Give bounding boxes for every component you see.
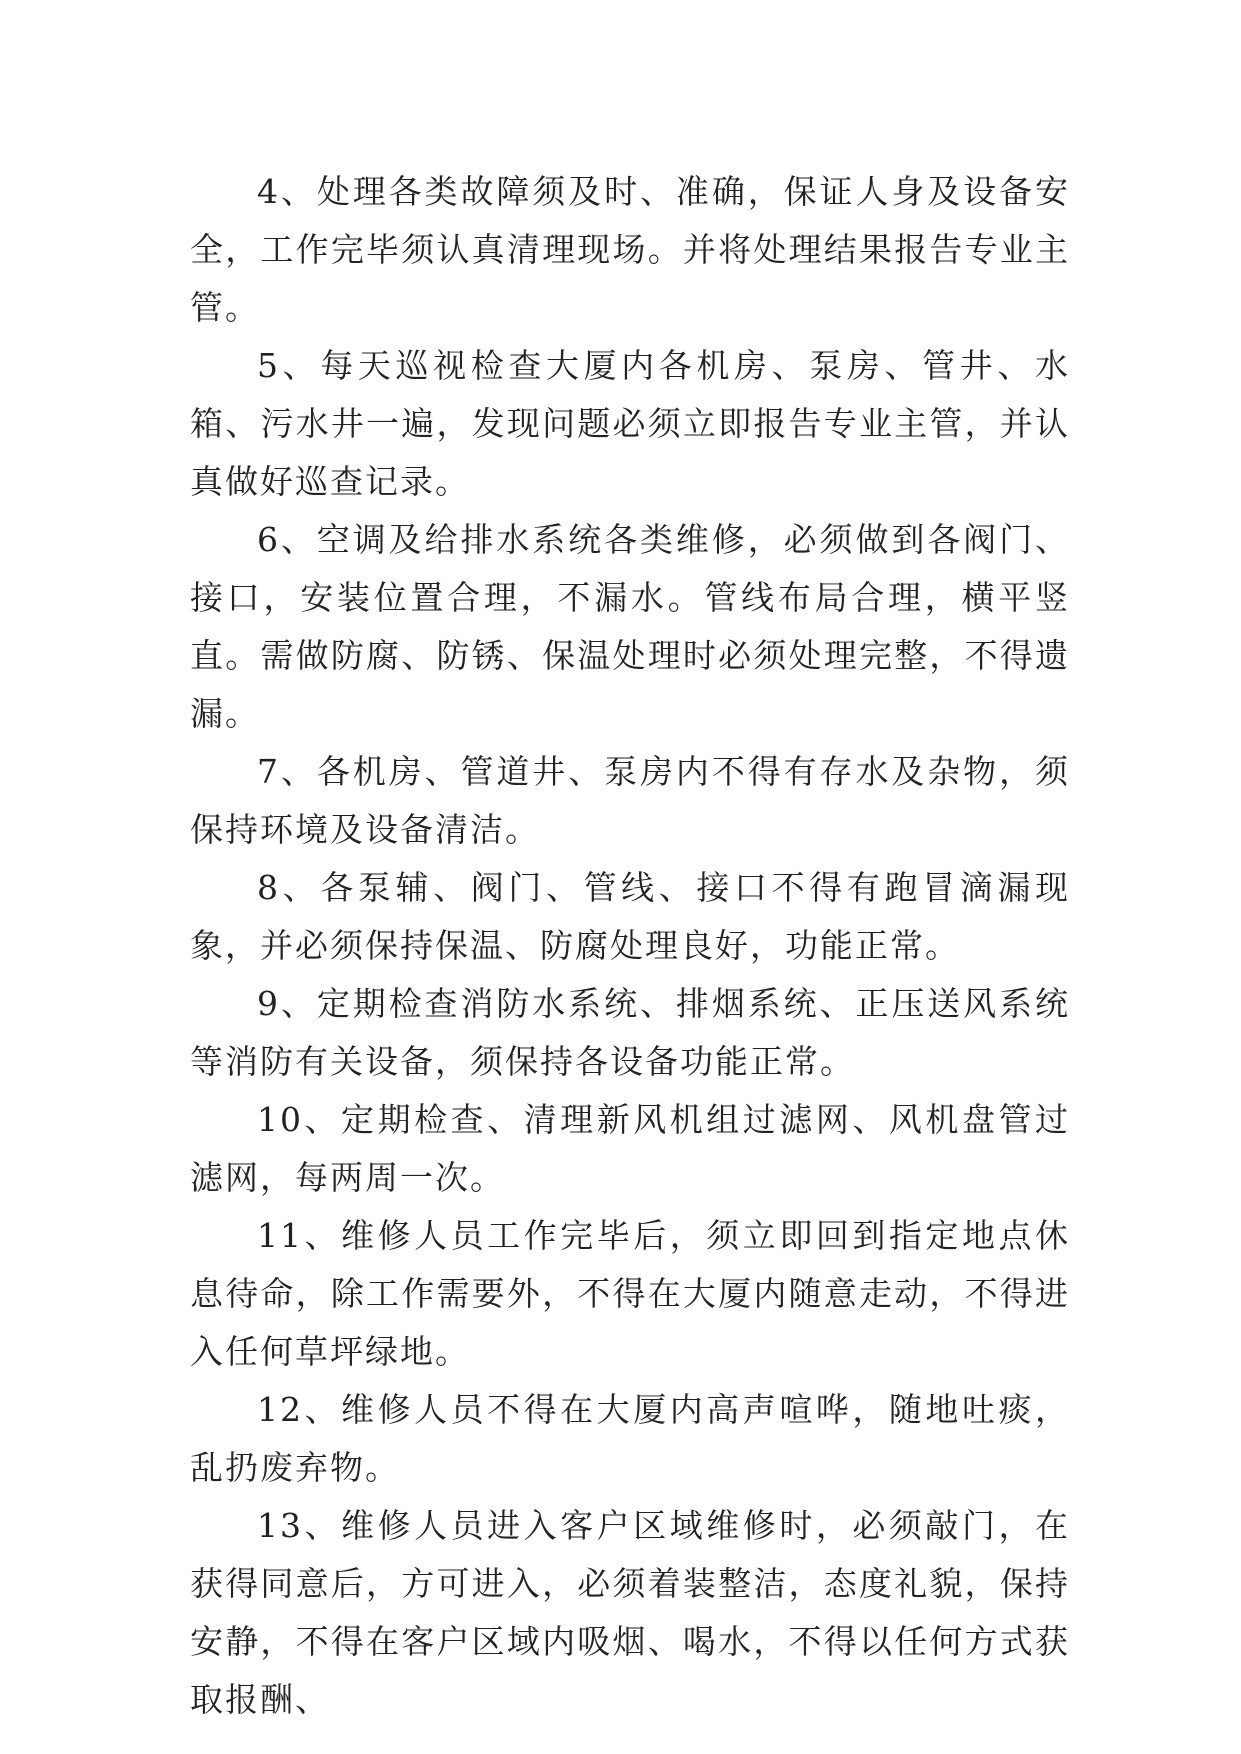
paragraph-item-10: 10、定期检查、清理新风机组过滤网、风机盘管过滤网，每两周一次。: [190, 1100, 1070, 1197]
paragraph-item-6: 6、空调及给排水系统各类维修，必须做到各阀门、接口，安装位置合理，不漏水。管线布局合理，横平竖直。需做防腐、防锈、保温处理时必须处理完整，不得遗漏。: [190, 520, 1070, 733]
paragraph-item-4: 4、处理各类故障须及时、准确，保证人身及设备安全，工作完毕须认真清理现场。并将处理结果报告专业主管。: [190, 172, 1070, 327]
paragraph-item-12: 12、维修人员不得在大厦内高声喧哗，随地吐痰，乱扔废弃物。: [190, 1390, 1070, 1487]
paragraph-item-13: 13、维修人员进入客户区域维修时，必须敲门，在获得同意后，方可进入，必须着装整洁，态度礼貌，保持安静，不得在客户区域内吸烟、喝水，不得以任何方式获取报酬、: [190, 1506, 1070, 1719]
paragraph-item-11: 11、维修人员工作完毕后，须立即回到指定地点休息待命，除工作需要外，不得在大厦内随意走动，不得进入任何草坪绿地。: [190, 1216, 1070, 1371]
document-body: [190, 163, 1070, 1729]
paragraph-item-7: 7、各机房、管道井、泵房内不得有存水及杂物，须保持环境及设备清洁。: [190, 752, 1070, 849]
paragraph-item-9: 9、定期检查消防水系统、排烟系统、正压送风系统等消防有关设备，须保持各设备功能正常。: [190, 984, 1070, 1081]
paragraph-item-5: 5、每天巡视检查大厦内各机房、泵房、管井、水箱、污水井一遍，发现问题必须立即报告专业主管，并认真做好巡查记录。: [190, 346, 1070, 501]
paragraph-item-8: 8、各泵辅、阀门、管线、接口不得有跑冒滴漏现象，并必须保持保温、防腐处理良好，功能正常。: [190, 868, 1070, 965]
